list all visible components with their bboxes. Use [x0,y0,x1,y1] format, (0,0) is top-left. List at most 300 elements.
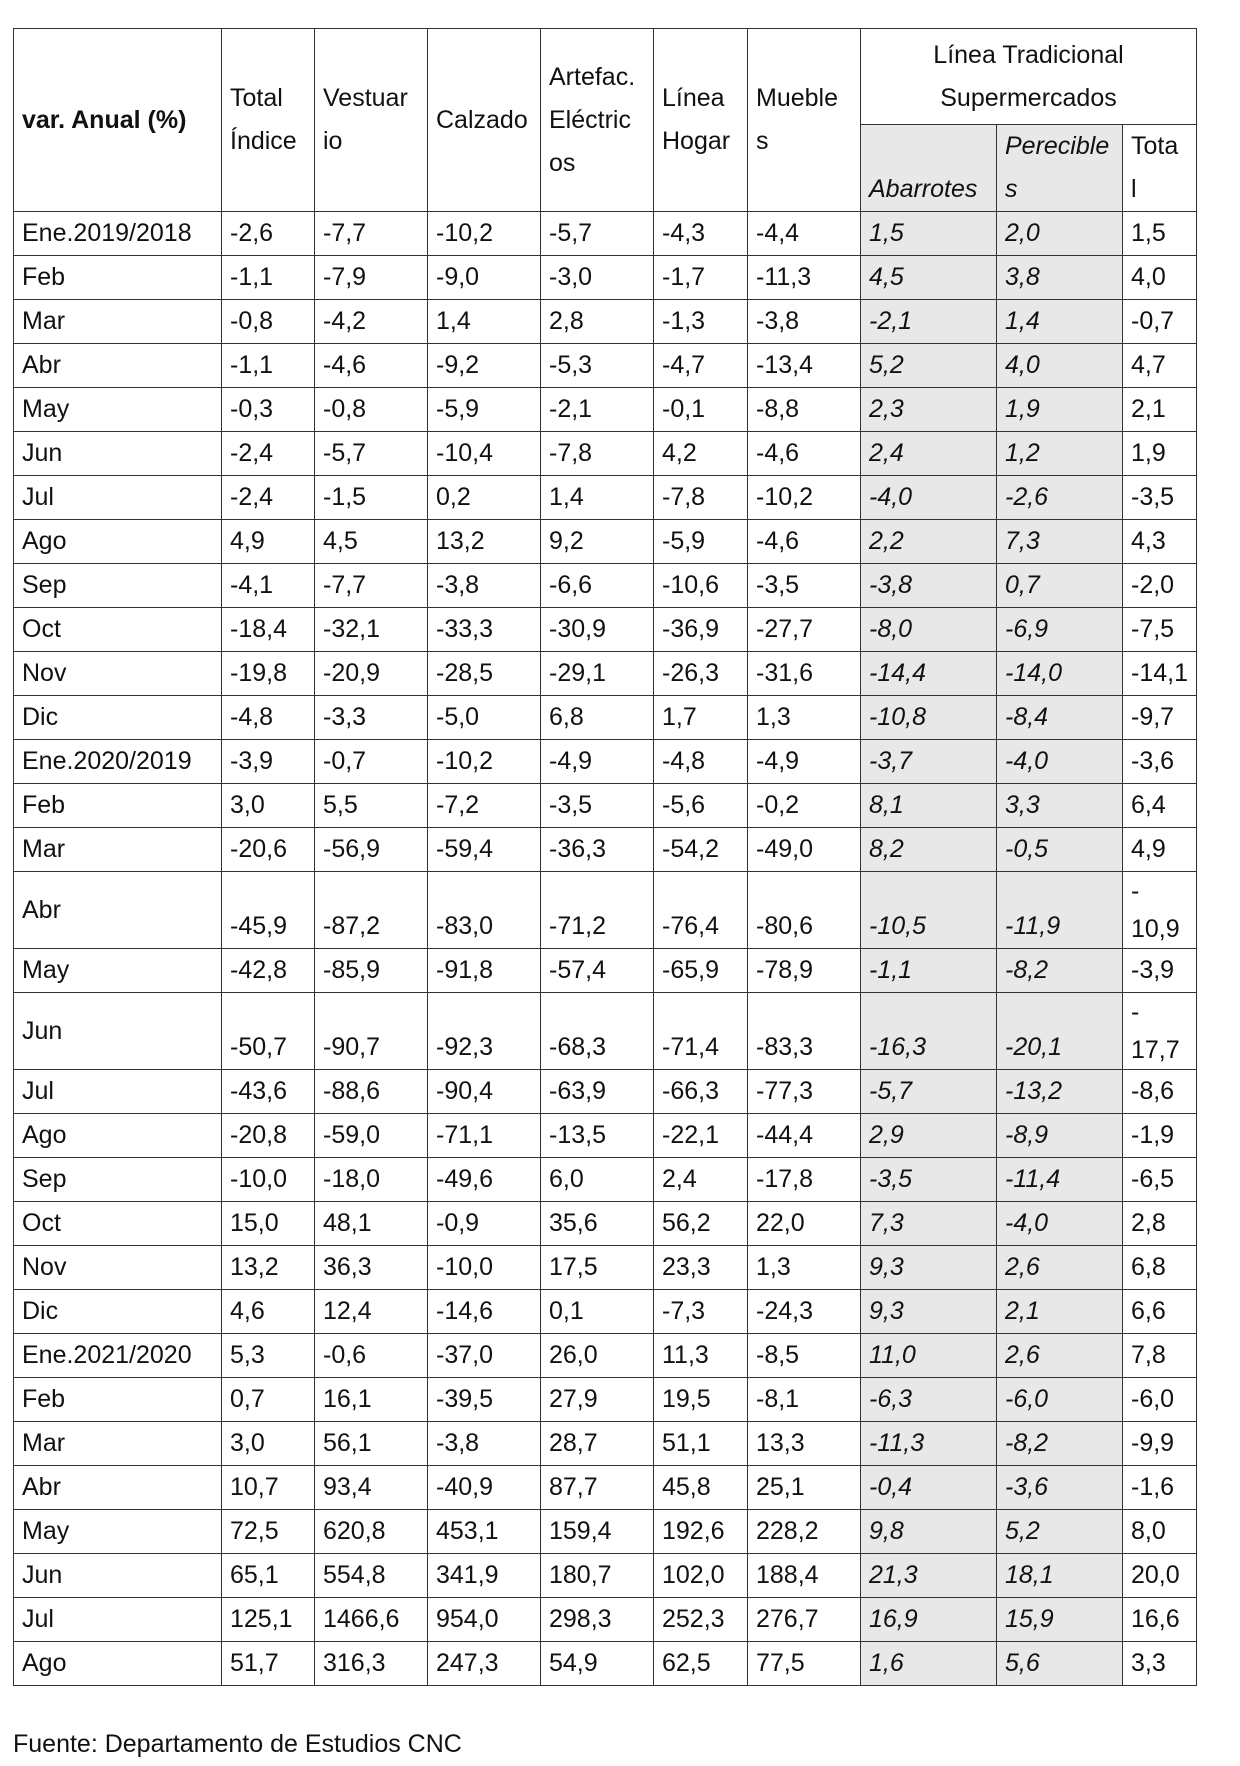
column-header-calzado: Calzado [428,29,541,212]
table-row [14,520,1197,564]
table-cell: 4,6 [222,1290,315,1334]
row-label: Oct [14,608,222,652]
table-cell: 28,7 [541,1422,654,1466]
table-row [14,344,1197,388]
table-cell: 6,6 [1123,1290,1197,1334]
table-cell: -2,6 [222,212,315,256]
table-cell: -49,6 [428,1158,541,1202]
table-cell: 8,0 [1123,1510,1197,1554]
table-cell: 1,3 [748,696,861,740]
table-cell: -29,1 [541,652,654,696]
table-row [14,256,1197,300]
table-cell: 56,1 [315,1422,428,1466]
row-label: Dic [14,696,222,740]
row-label: Sep [14,1158,222,1202]
table-cell: -10,6 [654,564,748,608]
table-cell: 252,3 [654,1598,748,1642]
table-cell: -36,9 [654,608,748,652]
table-cell: -10,2 [428,740,541,784]
table-cell: -3,0 [541,256,654,300]
table-cell: -10,2 [428,212,541,256]
table-cell: 5,2 [997,1510,1123,1554]
table-cell: 1466,6 [315,1598,428,1642]
table-cell: 2,4 [861,432,997,476]
table-cell: -0,2 [748,784,861,828]
table-cell: 4,2 [654,432,748,476]
table-cell: -11,3 [748,256,861,300]
table-cell: -0,4 [861,1466,997,1510]
row-label: Sep [14,564,222,608]
table-row [14,564,1197,608]
table-cell: 316,3 [315,1642,428,1686]
table-cell: -77,3 [748,1070,861,1114]
table-cell: 2,6 [997,1334,1123,1378]
table-cell: -28,5 [428,652,541,696]
table-cell: 6,8 [541,696,654,740]
table-cell: -3,6 [997,1466,1123,1510]
table-row [14,993,1197,1070]
table-cell: 5,2 [861,344,997,388]
table-cell: -57,4 [541,949,654,993]
table-cell: 2,3 [861,388,997,432]
table-cell: -1,1 [222,344,315,388]
table-cell: -2,0 [1123,564,1197,608]
row-label: Jul [14,476,222,520]
table-cell: 36,3 [315,1246,428,1290]
table-cell: 72,5 [222,1510,315,1554]
table-cell: 341,9 [428,1554,541,1598]
table-cell: -7,8 [654,476,748,520]
table-cell: 9,3 [861,1246,997,1290]
table-cell: -9,2 [428,344,541,388]
table-row [14,1598,1197,1642]
column-header-abarrotes: Abarrotes [861,125,997,212]
row-label: Feb [14,784,222,828]
table-cell: 16,1 [315,1378,428,1422]
table-cell: 15,9 [997,1598,1123,1642]
table-cell: 2,8 [1123,1202,1197,1246]
table-cell: -20,6 [222,828,315,872]
table-cell: 180,7 [541,1554,654,1598]
table-cell: -3,8 [428,1422,541,1466]
table-cell: 26,0 [541,1334,654,1378]
table-row [14,1378,1197,1422]
table-cell: 12,4 [315,1290,428,1334]
table-cell: -5,9 [428,388,541,432]
table-cell: -85,9 [315,949,428,993]
row-label: Nov [14,1246,222,1290]
column-header-vestuario: Vestuar io [315,29,428,212]
table-cell: -33,3 [428,608,541,652]
table-cell: -5,6 [654,784,748,828]
table-cell: -0,5 [997,828,1123,872]
table-cell: -83,3 [748,993,861,1070]
table-cell: 2,1 [1123,388,1197,432]
table-cell: -6,0 [1123,1378,1197,1422]
table-cell: 1,5 [861,212,997,256]
table-cell: 87,7 [541,1466,654,1510]
table-cell: 276,7 [748,1598,861,1642]
table-cell: -44,4 [748,1114,861,1158]
column-header-total-indice: Total Índice [222,29,315,212]
table-cell: -40,9 [428,1466,541,1510]
table-cell: -80,6 [748,872,861,949]
table-cell: -3,8 [748,300,861,344]
table-cell: 65,1 [222,1554,315,1598]
table-cell: 1,4 [541,476,654,520]
table-cell: 27,9 [541,1378,654,1422]
table-cell: -8,1 [748,1378,861,1422]
table-cell: -13,2 [997,1070,1123,1114]
table-row [14,300,1197,344]
table-cell: 453,1 [428,1510,541,1554]
table-cell: 247,3 [428,1642,541,1686]
table-row [14,872,1197,949]
table-cell: 9,8 [861,1510,997,1554]
table-cell: -3,3 [315,696,428,740]
table-row [14,1642,1197,1686]
table-cell: 19,5 [654,1378,748,1422]
table-cell: -0,7 [1123,300,1197,344]
table-cell: -10,4 [428,432,541,476]
table-cell: 13,2 [222,1246,315,1290]
table-cell: 192,6 [654,1510,748,1554]
table-cell: -3,5 [748,564,861,608]
table-cell: 20,0 [1123,1554,1197,1598]
row-label: Mar [14,300,222,344]
table-cell: -10,2 [748,476,861,520]
table-row [14,476,1197,520]
table-cell: 4,9 [222,520,315,564]
table-cell: 25,1 [748,1466,861,1510]
table-cell: -0,3 [222,388,315,432]
table-cell: -71,4 [654,993,748,1070]
table-cell: -17,8 [748,1158,861,1202]
table-row [14,1070,1197,1114]
table-cell: 0,2 [428,476,541,520]
table-cell: -45,9 [222,872,315,949]
table-cell: 8,2 [861,828,997,872]
table-cell: -6,3 [861,1378,997,1422]
table-row [14,1158,1197,1202]
table-cell: -87,2 [315,872,428,949]
row-label: Abr [14,872,222,949]
table-cell: 2,9 [861,1114,997,1158]
table-cell: -7,7 [315,212,428,256]
table-cell: 620,8 [315,1510,428,1554]
row-label: Ago [14,520,222,564]
table-cell: 16,9 [861,1598,997,1642]
table-cell: -11,9 [997,872,1123,949]
table-row [14,652,1197,696]
table-cell: -37,0 [428,1334,541,1378]
table-cell: -8,9 [997,1114,1123,1158]
row-label: Ene.2021/2020 [14,1334,222,1378]
row-label: Jul [14,1598,222,1642]
row-label: Ago [14,1642,222,1686]
table-cell: -3,8 [861,564,997,608]
table-cell: 11,0 [861,1334,997,1378]
table-cell: -1,6 [1123,1466,1197,1510]
table-cell: -91,8 [428,949,541,993]
table-cell: 102,0 [654,1554,748,1598]
table-cell: -10,5 [861,872,997,949]
table-cell: -5,3 [541,344,654,388]
table-cell: -20,1 [997,993,1123,1070]
table-cell: 298,3 [541,1598,654,1642]
table-cell: -8,0 [861,608,997,652]
table-cell: 2,4 [654,1158,748,1202]
table-cell: 51,7 [222,1642,315,1686]
table-cell: 1,5 [1123,212,1197,256]
table-cell: -4,6 [315,344,428,388]
table-cell: 77,5 [748,1642,861,1686]
table-cell: -1,5 [315,476,428,520]
table-cell: -4,7 [654,344,748,388]
table-cell: 4,5 [315,520,428,564]
table-cell: -11,3 [861,1422,997,1466]
table-cell: -4,6 [748,432,861,476]
table-cell: -1,7 [654,256,748,300]
table-row [14,212,1197,256]
row-label: Ene.2019/2018 [14,212,222,256]
table-cell: 4,3 [1123,520,1197,564]
table-cell: -2,4 [222,432,315,476]
column-header-linea-hogar: Línea Hogar [654,29,748,212]
table-cell: -6,9 [997,608,1123,652]
table-cell: -7,5 [1123,608,1197,652]
table-cell: 4,0 [1123,256,1197,300]
table-row [14,1246,1197,1290]
table-cell: -3,9 [1123,949,1197,993]
table-cell: 56,2 [654,1202,748,1246]
table-cell: -4,0 [997,740,1123,784]
table-row [14,828,1197,872]
table-row [14,1466,1197,1510]
table-row [14,696,1197,740]
row-label: Jun [14,993,222,1070]
table-cell: -2,4 [222,476,315,520]
table-cell: 4,5 [861,256,997,300]
row-label: Mar [14,828,222,872]
table-cell: -56,9 [315,828,428,872]
table-cell: -1,1 [861,949,997,993]
table-cell: -8,2 [997,949,1123,993]
table-cell: 45,8 [654,1466,748,1510]
table-cell: 5,3 [222,1334,315,1378]
table-cell: 13,3 [748,1422,861,1466]
table-cell: -6,0 [997,1378,1123,1422]
table-cell: -14,1 [1123,652,1197,696]
table-cell: 8,1 [861,784,997,828]
table-cell: -0,8 [315,388,428,432]
table-cell: 21,3 [861,1554,997,1598]
column-header-muebles: Mueble s [748,29,861,212]
table-cell: -83,0 [428,872,541,949]
table-cell: 62,5 [654,1642,748,1686]
row-label-header: var. Anual (%) [14,29,222,212]
table-cell: -4,9 [541,740,654,784]
table-cell: -4,1 [222,564,315,608]
table-cell: 1,9 [1123,432,1197,476]
table-cell: -14,6 [428,1290,541,1334]
table-cell: 7,3 [861,1202,997,1246]
table-cell: -8,4 [997,696,1123,740]
table-cell: -8,6 [1123,1070,1197,1114]
table-cell: 5,6 [997,1642,1123,1686]
table-cell: -8,2 [997,1422,1123,1466]
table-cell: -6,6 [541,564,654,608]
table-cell: 9,2 [541,520,654,564]
table-cell: -78,9 [748,949,861,993]
table-row [14,784,1197,828]
row-label: Jul [14,1070,222,1114]
table-cell: -7,9 [315,256,428,300]
table-cell: -31,6 [748,652,861,696]
source-note: Fuente: Departamento de Estudios CNC [13,1730,462,1758]
table-cell: -4,4 [748,212,861,256]
table-cell: 48,1 [315,1202,428,1246]
table-cell: -3,7 [861,740,997,784]
table-cell: -90,7 [315,993,428,1070]
table-row [14,740,1197,784]
table-cell: -3,5 [1123,476,1197,520]
table-cell: -18,0 [315,1158,428,1202]
table-cell: 1,4 [997,300,1123,344]
table-cell: -0,1 [654,388,748,432]
table-cell: - 17,7 [1123,993,1197,1070]
table-cell: -14,4 [861,652,997,696]
row-label: May [14,1510,222,1554]
column-header-total: Tota l [1123,125,1197,212]
table-cell: 1,6 [861,1642,997,1686]
table-cell: -7,3 [654,1290,748,1334]
table-body [14,212,1197,1686]
table-cell: -8,5 [748,1334,861,1378]
group-header-linea-tradicional: Línea Tradicional Supermercados [861,29,1197,125]
table-cell: 9,3 [861,1290,997,1334]
table-cell: 4,7 [1123,344,1197,388]
table-row [14,388,1197,432]
table-cell: -7,7 [315,564,428,608]
table-cell: -24,3 [748,1290,861,1334]
table-cell: 2,8 [541,300,654,344]
table-cell: -9,9 [1123,1422,1197,1466]
table-cell: -1,3 [654,300,748,344]
row-label: Abr [14,1466,222,1510]
table-cell: -10,0 [428,1246,541,1290]
table-cell: -5,9 [654,520,748,564]
table-cell: -4,0 [997,1202,1123,1246]
table-cell: -5,7 [541,212,654,256]
table-cell: -65,9 [654,949,748,993]
column-header-artefactos-electricos: Artefac. Eléctric os [541,29,654,212]
table-cell: -3,8 [428,564,541,608]
table-cell: -16,3 [861,993,997,1070]
table-cell: 3,0 [222,1422,315,1466]
row-label: Nov [14,652,222,696]
table-row [14,1202,1197,1246]
table-row [14,1290,1197,1334]
table-row [14,949,1197,993]
table-cell: -71,1 [428,1114,541,1158]
table-cell: 6,0 [541,1158,654,1202]
table-cell: 0,7 [222,1378,315,1422]
table-cell: -54,2 [654,828,748,872]
table-cell: 7,8 [1123,1334,1197,1378]
table-cell: 554,8 [315,1554,428,1598]
row-label: May [14,949,222,993]
table-cell: -13,5 [541,1114,654,1158]
table-row [14,1114,1197,1158]
table-cell: -90,4 [428,1070,541,1114]
table-cell: 188,4 [748,1554,861,1598]
table-cell: 16,6 [1123,1598,1197,1642]
table-cell: -3,5 [861,1158,997,1202]
table-cell: 1,7 [654,696,748,740]
table-cell: 3,8 [997,256,1123,300]
table-cell: 6,4 [1123,784,1197,828]
table-cell: -4,2 [315,300,428,344]
table-cell: -2,1 [861,300,997,344]
table-cell: -26,3 [654,652,748,696]
row-label: Abr [14,344,222,388]
table-cell: 15,0 [222,1202,315,1246]
table-cell: -5,7 [315,432,428,476]
table-cell: -68,3 [541,993,654,1070]
column-header-perecibles: Perecible s [997,125,1123,212]
table-cell: -0,9 [428,1202,541,1246]
row-label: Oct [14,1202,222,1246]
table-cell: 4,9 [1123,828,1197,872]
table-cell: 1,9 [997,388,1123,432]
table-cell: 3,3 [997,784,1123,828]
table-row [14,608,1197,652]
table-cell: -5,0 [428,696,541,740]
table-cell: -2,1 [541,388,654,432]
table-cell: -10,0 [222,1158,315,1202]
table-cell: -0,7 [315,740,428,784]
table-cell: 159,4 [541,1510,654,1554]
table-cell: 93,4 [315,1466,428,1510]
table-cell: 17,5 [541,1246,654,1290]
table-row [14,1554,1197,1598]
table-cell: -71,2 [541,872,654,949]
table-cell: -4,0 [861,476,997,520]
table-cell: 3,3 [1123,1642,1197,1686]
table-cell: 1,3 [748,1246,861,1290]
table-row [14,432,1197,476]
table-cell: 3,0 [222,784,315,828]
table-cell: -3,9 [222,740,315,784]
table-cell: 1,2 [997,432,1123,476]
table-cell: -88,6 [315,1070,428,1114]
table-cell: -30,9 [541,608,654,652]
table-cell: -9,0 [428,256,541,300]
table-cell: -32,1 [315,608,428,652]
table-cell: 6,8 [1123,1246,1197,1290]
table-cell: -27,7 [748,608,861,652]
row-label: Mar [14,1422,222,1466]
table-cell: -0,6 [315,1334,428,1378]
table-cell: -59,0 [315,1114,428,1158]
row-label: Ago [14,1114,222,1158]
table-cell: -36,3 [541,828,654,872]
table-cell: 11,3 [654,1334,748,1378]
table-cell: -4,3 [654,212,748,256]
table-cell: -4,6 [748,520,861,564]
table-cell: 18,1 [997,1554,1123,1598]
